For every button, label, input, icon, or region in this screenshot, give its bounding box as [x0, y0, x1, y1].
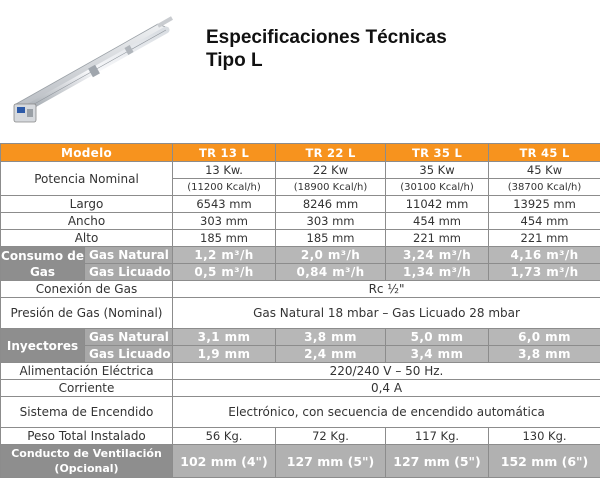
table-cell: 185 mm [173, 230, 276, 247]
table-row [1, 247, 600, 264]
table-cell: 5,0 mm [386, 329, 489, 346]
table-cell: 0,84 m³/h [276, 264, 386, 281]
table-cell: 303 mm [276, 213, 386, 230]
page-title [206, 26, 447, 72]
table-row [1, 213, 600, 230]
table-cell: 45 Kw [489, 162, 600, 179]
row-label-consumo: Consumo de Gas [1, 248, 84, 279]
table-cell: Gas Natural 18 mbar – Gas Licuado 28 mbar [173, 298, 600, 329]
table-row [1, 298, 600, 329]
table-cell: 130 Kg. [489, 428, 600, 445]
header-model: TR 35 L [386, 144, 489, 162]
table-row [1, 162, 600, 179]
table-cell: 2,4 mm [276, 346, 386, 363]
table-cell: 72 Kg. [276, 428, 386, 445]
row-label: Conexión de Gas [1, 281, 173, 298]
table-cell: 3,8 mm [489, 346, 600, 363]
row-label: Presión de Gas (Nominal) [1, 298, 173, 329]
row-label: Ancho [1, 213, 173, 230]
table-cell: 127 mm (5") [276, 445, 386, 478]
hero-area [0, 0, 600, 143]
table-cell: 2,0 m³/h [276, 247, 386, 264]
table-cell: 303 mm [173, 213, 276, 230]
sub-label: Gas Licuado [85, 264, 173, 281]
table-cell: 8246 mm [276, 196, 386, 213]
table-cell: 1,9 mm [173, 346, 276, 363]
table-row [1, 281, 600, 298]
table-cell: 35 Kw [386, 162, 489, 179]
table-cell: Electrónico, con secuencia de encendido automática [173, 397, 600, 428]
table-cell: 152 mm (6") [489, 445, 600, 478]
row-label: Alimentación Eléctrica [1, 363, 173, 380]
row-label: Peso Total Instalado [1, 428, 173, 445]
table-cell: (30100 Kcal/h) [386, 179, 489, 196]
table-cell: 221 mm [386, 230, 489, 247]
table-cell: 185 mm [276, 230, 386, 247]
row-label: Alto [1, 230, 173, 247]
row-label: Largo [1, 196, 173, 213]
table-row [1, 380, 600, 397]
table-row [1, 363, 600, 380]
row-label-ventilacion: Conducto de Ventilación (Opcional) [1, 445, 173, 478]
table-cell: 22 Kw [276, 162, 386, 179]
row-label-inyectores: Inyectores [1, 329, 85, 363]
row-label: Potencia Nominal [1, 162, 173, 196]
table-cell: 13925 mm [489, 196, 600, 213]
table-cell: 1,2 m³/h [173, 247, 276, 264]
row-label: Sistema de Encendido [1, 397, 173, 428]
row-label: Corriente [1, 380, 173, 397]
sub-label: Gas Licuado [85, 346, 173, 363]
table-cell: 3,24 m³/h [386, 247, 489, 264]
sub-label: Gas Natural [85, 247, 173, 264]
header-model: TR 13 L [173, 144, 276, 162]
table-cell: (11200 Kcal/h) [173, 179, 276, 196]
table-row [1, 196, 600, 213]
sub-label: Gas Natural [85, 329, 173, 346]
table-row [1, 230, 600, 247]
header-row [1, 144, 600, 162]
table-cell: 3,4 mm [386, 346, 489, 363]
table-cell: 117 Kg. [386, 428, 489, 445]
table-row [1, 329, 600, 346]
title-line-2: Tipo L [206, 50, 263, 71]
table-cell: 3,8 mm [276, 329, 386, 346]
table-cell: 4,16 m³/h [489, 247, 600, 264]
table-cell: (18900 Kcal/h) [276, 179, 386, 196]
table-cell: 221 mm [489, 230, 600, 247]
table-cell: 454 mm [489, 213, 600, 230]
table-cell: 6543 mm [173, 196, 276, 213]
table-cell: Rc ½" [173, 281, 600, 298]
header-model: TR 22 L [276, 144, 386, 162]
table-cell: 0,4 A [173, 380, 600, 397]
table-cell: 0,5 m³/h [173, 264, 276, 281]
table-cell: 6,0 mm [489, 329, 600, 346]
table-cell: 3,1 mm [173, 329, 276, 346]
table-row [1, 397, 600, 428]
table-row [1, 264, 600, 281]
table-row [1, 428, 600, 445]
table-cell: 127 mm (5") [386, 445, 489, 478]
table-cell: 56 Kg. [173, 428, 276, 445]
table-cell: 1,34 m³/h [386, 264, 489, 281]
tube-heater-image [8, 8, 188, 138]
table-cell: 102 mm (4") [173, 445, 276, 478]
table-cell: (38700 Kcal/h) [489, 179, 600, 196]
table-cell: 1,73 m³/h [489, 264, 600, 281]
header-model: TR 45 L [489, 144, 600, 162]
table-cell: 11042 mm [386, 196, 489, 213]
header-modelo: Modelo [1, 144, 173, 162]
table-row [1, 445, 600, 478]
table-cell: 13 Kw. [173, 162, 276, 179]
table-cell: 454 mm [386, 213, 489, 230]
table-row [1, 346, 600, 363]
title-line-1: Especificaciones Técnicas [206, 27, 447, 48]
table-cell: 220/240 V – 50 Hz. [173, 363, 600, 380]
specifications-table [0, 143, 600, 478]
